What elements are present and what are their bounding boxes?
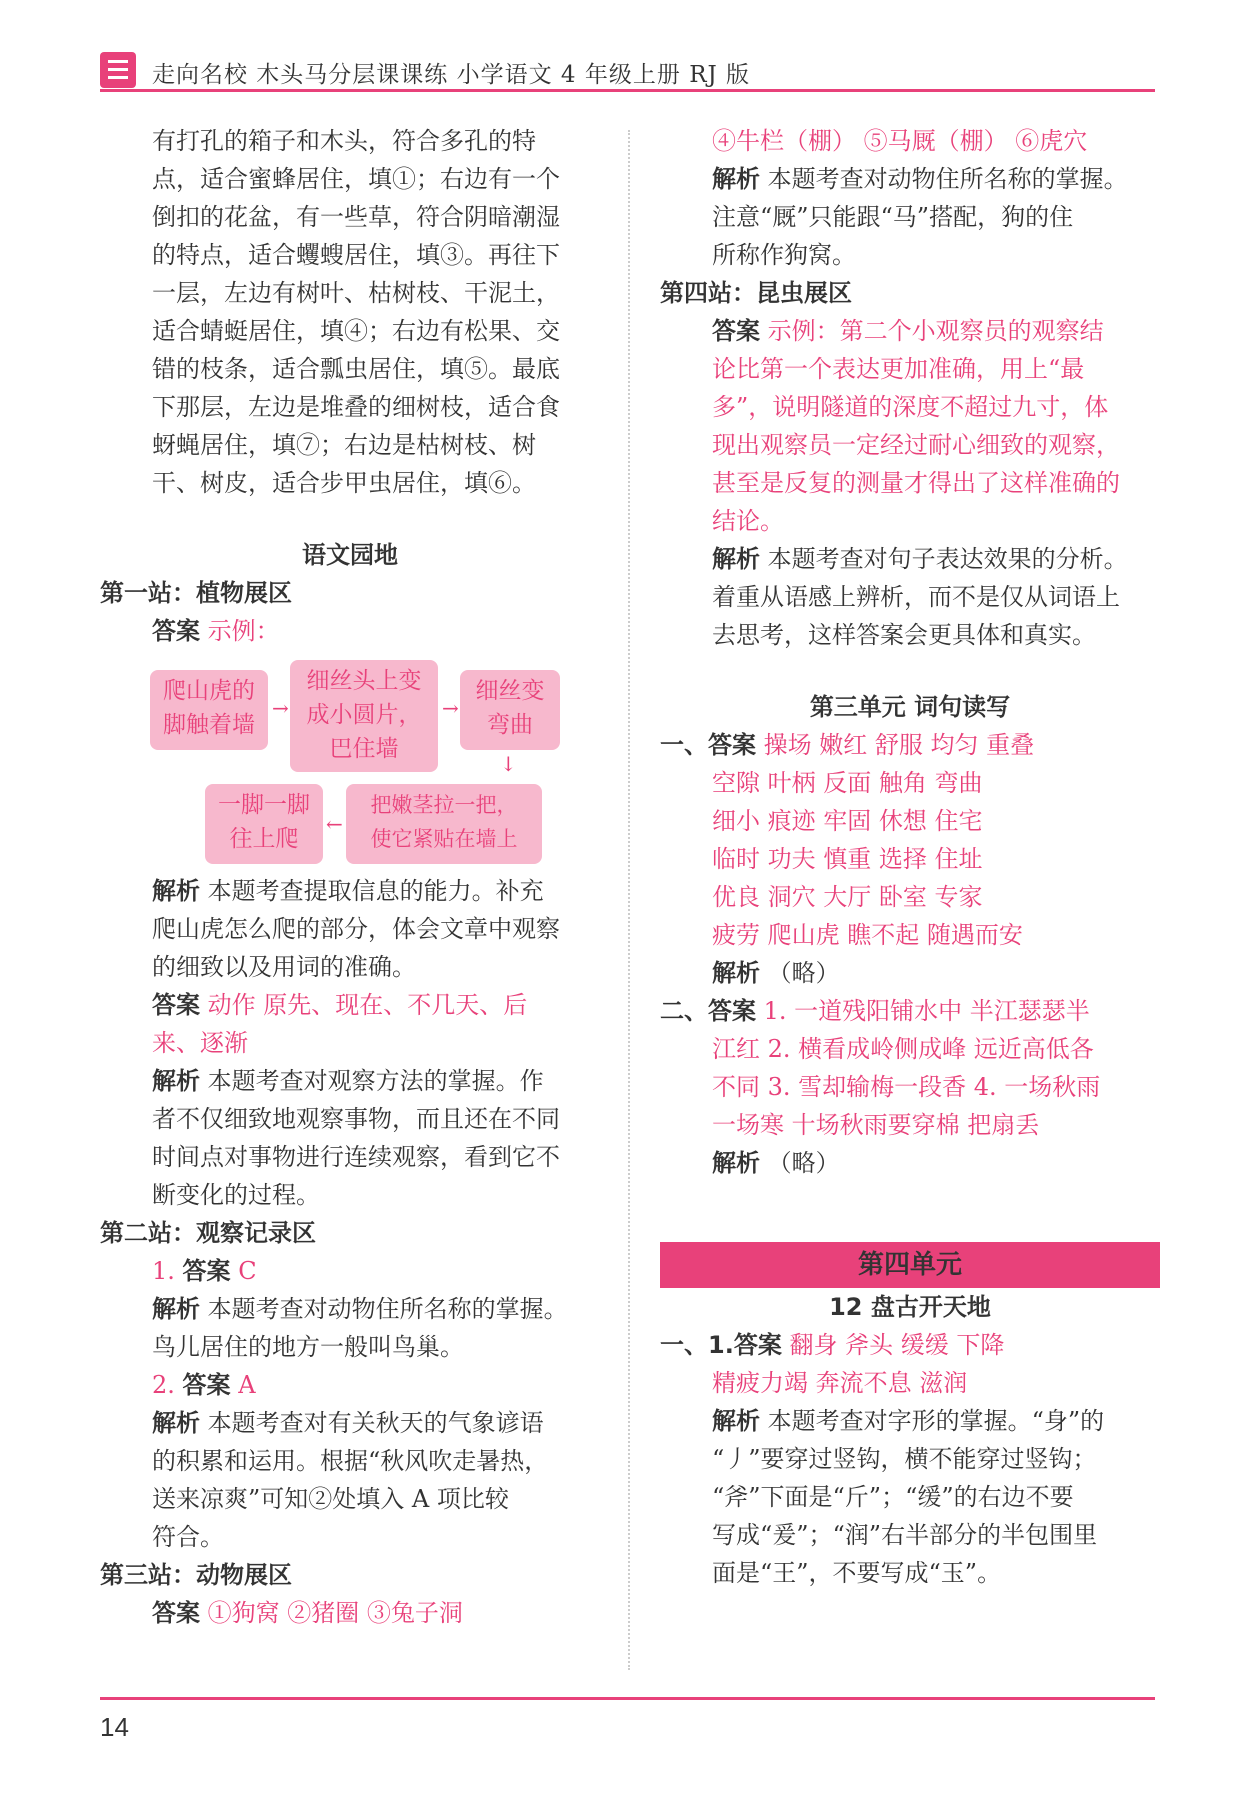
footer-rule [100, 1697, 1155, 1700]
part-number: 一、 [660, 731, 708, 759]
answer-text: 结论。 [712, 507, 784, 535]
text-line: 本题考查对动物住所名称的掌握。 [767, 165, 1128, 193]
answer-text: 动作 原先、现在、不几天、后 [207, 991, 528, 1019]
answer-text: 优良 洞穴 大厅 卧室 专家 [712, 883, 983, 911]
flow-box: 细丝变 弯曲 [460, 670, 560, 750]
text-line: 时间点对事物进行连续观察，看到它不 [152, 1143, 560, 1171]
answer-label: 答案 [733, 1331, 782, 1359]
analysis-label: 解析 [712, 959, 760, 987]
analysis-block [660, 540, 1160, 654]
page-number: 14 [100, 1712, 129, 1742]
analysis-label: 解析 [712, 1407, 760, 1435]
answer-line [100, 1594, 600, 1632]
answer-label: 答案 [152, 991, 200, 1019]
text-line: 一层，左边有树叶、枯树枝、干泥土， [152, 279, 560, 307]
flow-box: 细丝头上变 成小圆片， 巴住墙 [290, 660, 438, 772]
answer-text: 示例：第二个小观察员的观察结 [767, 317, 1104, 345]
text-line: 本题考查对观察方法的掌握。作 [207, 1067, 544, 1095]
text-line: 倒扣的花盆，有一些草，符合阴暗潮湿 [152, 203, 560, 231]
text-line: （略） [767, 959, 840, 987]
answer-text: 来、逐渐 [152, 1029, 248, 1057]
arrow-down-icon: ↓ [500, 752, 517, 776]
station-heading: 第一站：植物展区 [100, 579, 292, 607]
text-line: 干、树皮，适合步甲虫居住，填⑥。 [152, 469, 536, 497]
answer-line [100, 612, 600, 650]
analysis-block [660, 160, 1160, 274]
station-heading: 第二站：观察记录区 [100, 1219, 316, 1247]
text-line: 本题考查提取信息的能力。补充 [207, 877, 544, 905]
text-line: 去思考，这样答案会更具体和真实。 [712, 621, 1096, 649]
text-line: 下那层，左边是堆叠的细树枝，适合食 [152, 393, 560, 421]
answer-text: 细小 痕迹 牢固 休想 住宅 [712, 807, 983, 835]
flow-box: 把嫩茎拉一把， 使它紧贴在墙上 [346, 784, 542, 864]
analysis-block [100, 1290, 600, 1366]
text-line: “斧”下面是“斤”；“缓”的右边不要 [712, 1483, 1074, 1511]
lesson-title: 12 盘古开天地 [829, 1293, 991, 1321]
answer-text: 操场 嫩红 舒服 均匀 重叠 [763, 731, 1035, 759]
answer-label: 答案 [712, 317, 760, 345]
answer-text: C [238, 1257, 257, 1285]
analysis-label: 解析 [152, 1067, 200, 1095]
answer-text: 疲劳 爬山虎 瞧不起 随遇而安 [712, 921, 1023, 949]
analysis-block [100, 1062, 600, 1214]
question-number: 2. [152, 1371, 175, 1399]
answer-text: 翻身 斧头 缓缓 下降 [789, 1331, 1005, 1359]
answer-text: 甚至是反复的测量才得出了这样准确的 [712, 469, 1120, 497]
answer-label: 答案 [182, 1371, 231, 1399]
analysis-label: 解析 [152, 1295, 200, 1323]
text-line: 鸟儿居住的地方一般叫鸟巢。 [152, 1333, 464, 1361]
text-line: 的特点，适合蠼螋居住，填③。再往下 [152, 241, 560, 269]
analysis-label: 解析 [712, 545, 760, 573]
analysis-label: 解析 [152, 1409, 200, 1437]
text-line: 本题考查对动物住所名称的掌握。 [207, 1295, 568, 1323]
station-heading: 第四站：昆虫展区 [660, 279, 852, 307]
unit-banner-label: 第四单元 [857, 1250, 962, 1280]
right-column [660, 122, 1160, 1592]
answer-text: 江红 2. 横看成岭侧成峰 远近高低各 [712, 1035, 1094, 1063]
answer-label: 答案 [182, 1257, 231, 1285]
analysis-label: 解析 [152, 877, 200, 905]
answer-text: 现出观察员一定经过耐心细致的观察， [712, 431, 1120, 459]
text-line: 本题考查对字形的掌握。“身”的 [767, 1407, 1105, 1435]
text-line: “丿”要穿过竖钩，横不能穿过竖钩； [712, 1445, 1097, 1473]
intro-paragraph [100, 122, 600, 502]
analysis-label: 解析 [712, 1149, 760, 1177]
answer-text: 多”，说明隧道的深度不超过九寸，体 [712, 393, 1109, 421]
text-line: 爬山虎怎么爬的部分，体会文章中观察 [152, 915, 560, 943]
header-title: 走向名校 木头马分层课课练 小学语文 4 年级上册 RJ 版 [152, 62, 751, 88]
text-line: 本题考查对句子表达效果的分析。 [767, 545, 1128, 573]
text-line: 的细致以及用词的准确。 [152, 953, 416, 981]
text-line: 错的枝条，适合瓢虫居住，填⑤。最底 [152, 355, 560, 383]
answer-label: 答案 [152, 1599, 200, 1627]
book-logo-icon [100, 52, 136, 88]
answer-text: 1. 一道残阳铺水中 半江瑟瑟半 [763, 997, 1090, 1025]
text-line: （略） [767, 1149, 840, 1177]
arrow-right-icon: → [272, 696, 289, 720]
text-line: 所称作狗窝。 [712, 241, 856, 269]
answer-text: 一场寒 十场秋雨要穿棉 把扇丢 [712, 1111, 1040, 1139]
section-title: 语文园地 [302, 541, 398, 569]
left-column [100, 122, 600, 1632]
answer-text: 临时 功夫 慎重 选择 住址 [712, 845, 983, 873]
answer-text: 论比第一个表达更加准确，用上“最 [712, 355, 1085, 383]
text-line: 送来凉爽”可知②处填入 A 项比较 [152, 1485, 509, 1513]
question-number: 1. [152, 1257, 175, 1285]
page-header [100, 48, 1155, 92]
answer-line [100, 1366, 600, 1404]
text-line: 本题考查对有关秋天的气象谚语 [207, 1409, 544, 1437]
answer-text: 空隙 叶柄 反面 触角 弯曲 [712, 769, 983, 797]
part-number: 一、1. [660, 1331, 734, 1359]
header-rule [100, 89, 1155, 92]
text-line: 注意“厩”只能跟“马”搭配，狗的住 [712, 203, 1074, 231]
text-line: 断变化的过程。 [152, 1181, 320, 1209]
text-line: 适合蜻蜓居住，填④；右边有松果、交 [152, 317, 560, 345]
text-line: 蚜蝇居住，填⑦；右边是枯树枝、树 [152, 431, 536, 459]
text-line: 的积累和运用。根据“秋风吹走暑热， [152, 1447, 549, 1475]
answer-label: 答案 [708, 997, 756, 1025]
flow-box: 一脚一脚 往上爬 [205, 784, 323, 864]
answer-text: 不同 3. 雪却输梅一段香 4. 一场秋雨 [712, 1073, 1101, 1101]
example-label: 示例： [207, 617, 280, 645]
arrow-right-icon: → [442, 696, 459, 720]
flow-diagram [150, 660, 600, 872]
analysis-block [100, 1404, 600, 1556]
answer-text: A [238, 1371, 256, 1399]
unit-banner [660, 1242, 1160, 1288]
answer-line [100, 1252, 600, 1290]
answer-text: 精疲力竭 奔流不息 滋润 [712, 1369, 968, 1397]
text-line: 有打孔的箱子和木头，符合多孔的特 [152, 127, 536, 155]
lesson-part-one [660, 1326, 1160, 1592]
part-one [660, 726, 1160, 992]
flow-box: 爬山虎的 脚触着墙 [150, 670, 268, 750]
text-line: 者不仅细致地观察事物，而且还在不同 [152, 1105, 560, 1133]
part-number: 二、 [660, 997, 708, 1025]
text-line: 符合。 [152, 1523, 224, 1551]
unit-title: 第三单元 词句读写 [809, 693, 1011, 721]
answer-label: 答案 [152, 617, 200, 645]
analysis-block [100, 872, 600, 986]
text-line: 写成“爰”；“润”右半部分的半包围里 [712, 1521, 1098, 1549]
answer-text: ①狗窝 ②猪圈 ③兔子洞 [207, 1599, 463, 1627]
answer-text: ④牛栏（棚） ⑤马厩（棚） ⑥虎穴 [712, 127, 1088, 155]
analysis-label: 解析 [712, 165, 760, 193]
arrow-left-icon: ← [326, 812, 343, 836]
answer-label: 答案 [708, 731, 756, 759]
text-line: 着重从语感上辨析，而不是仅从词语上 [712, 583, 1120, 611]
column-divider [628, 130, 630, 1670]
text-line: 面是“王”，不要写成“玉”。 [712, 1559, 1002, 1587]
text-line: 点，适合蜜蜂居住，填①；右边有一个 [152, 165, 560, 193]
station-heading: 第三站：动物展区 [100, 1561, 292, 1589]
part-two [660, 992, 1160, 1182]
answer-block [660, 312, 1160, 540]
answer-block [100, 986, 600, 1062]
